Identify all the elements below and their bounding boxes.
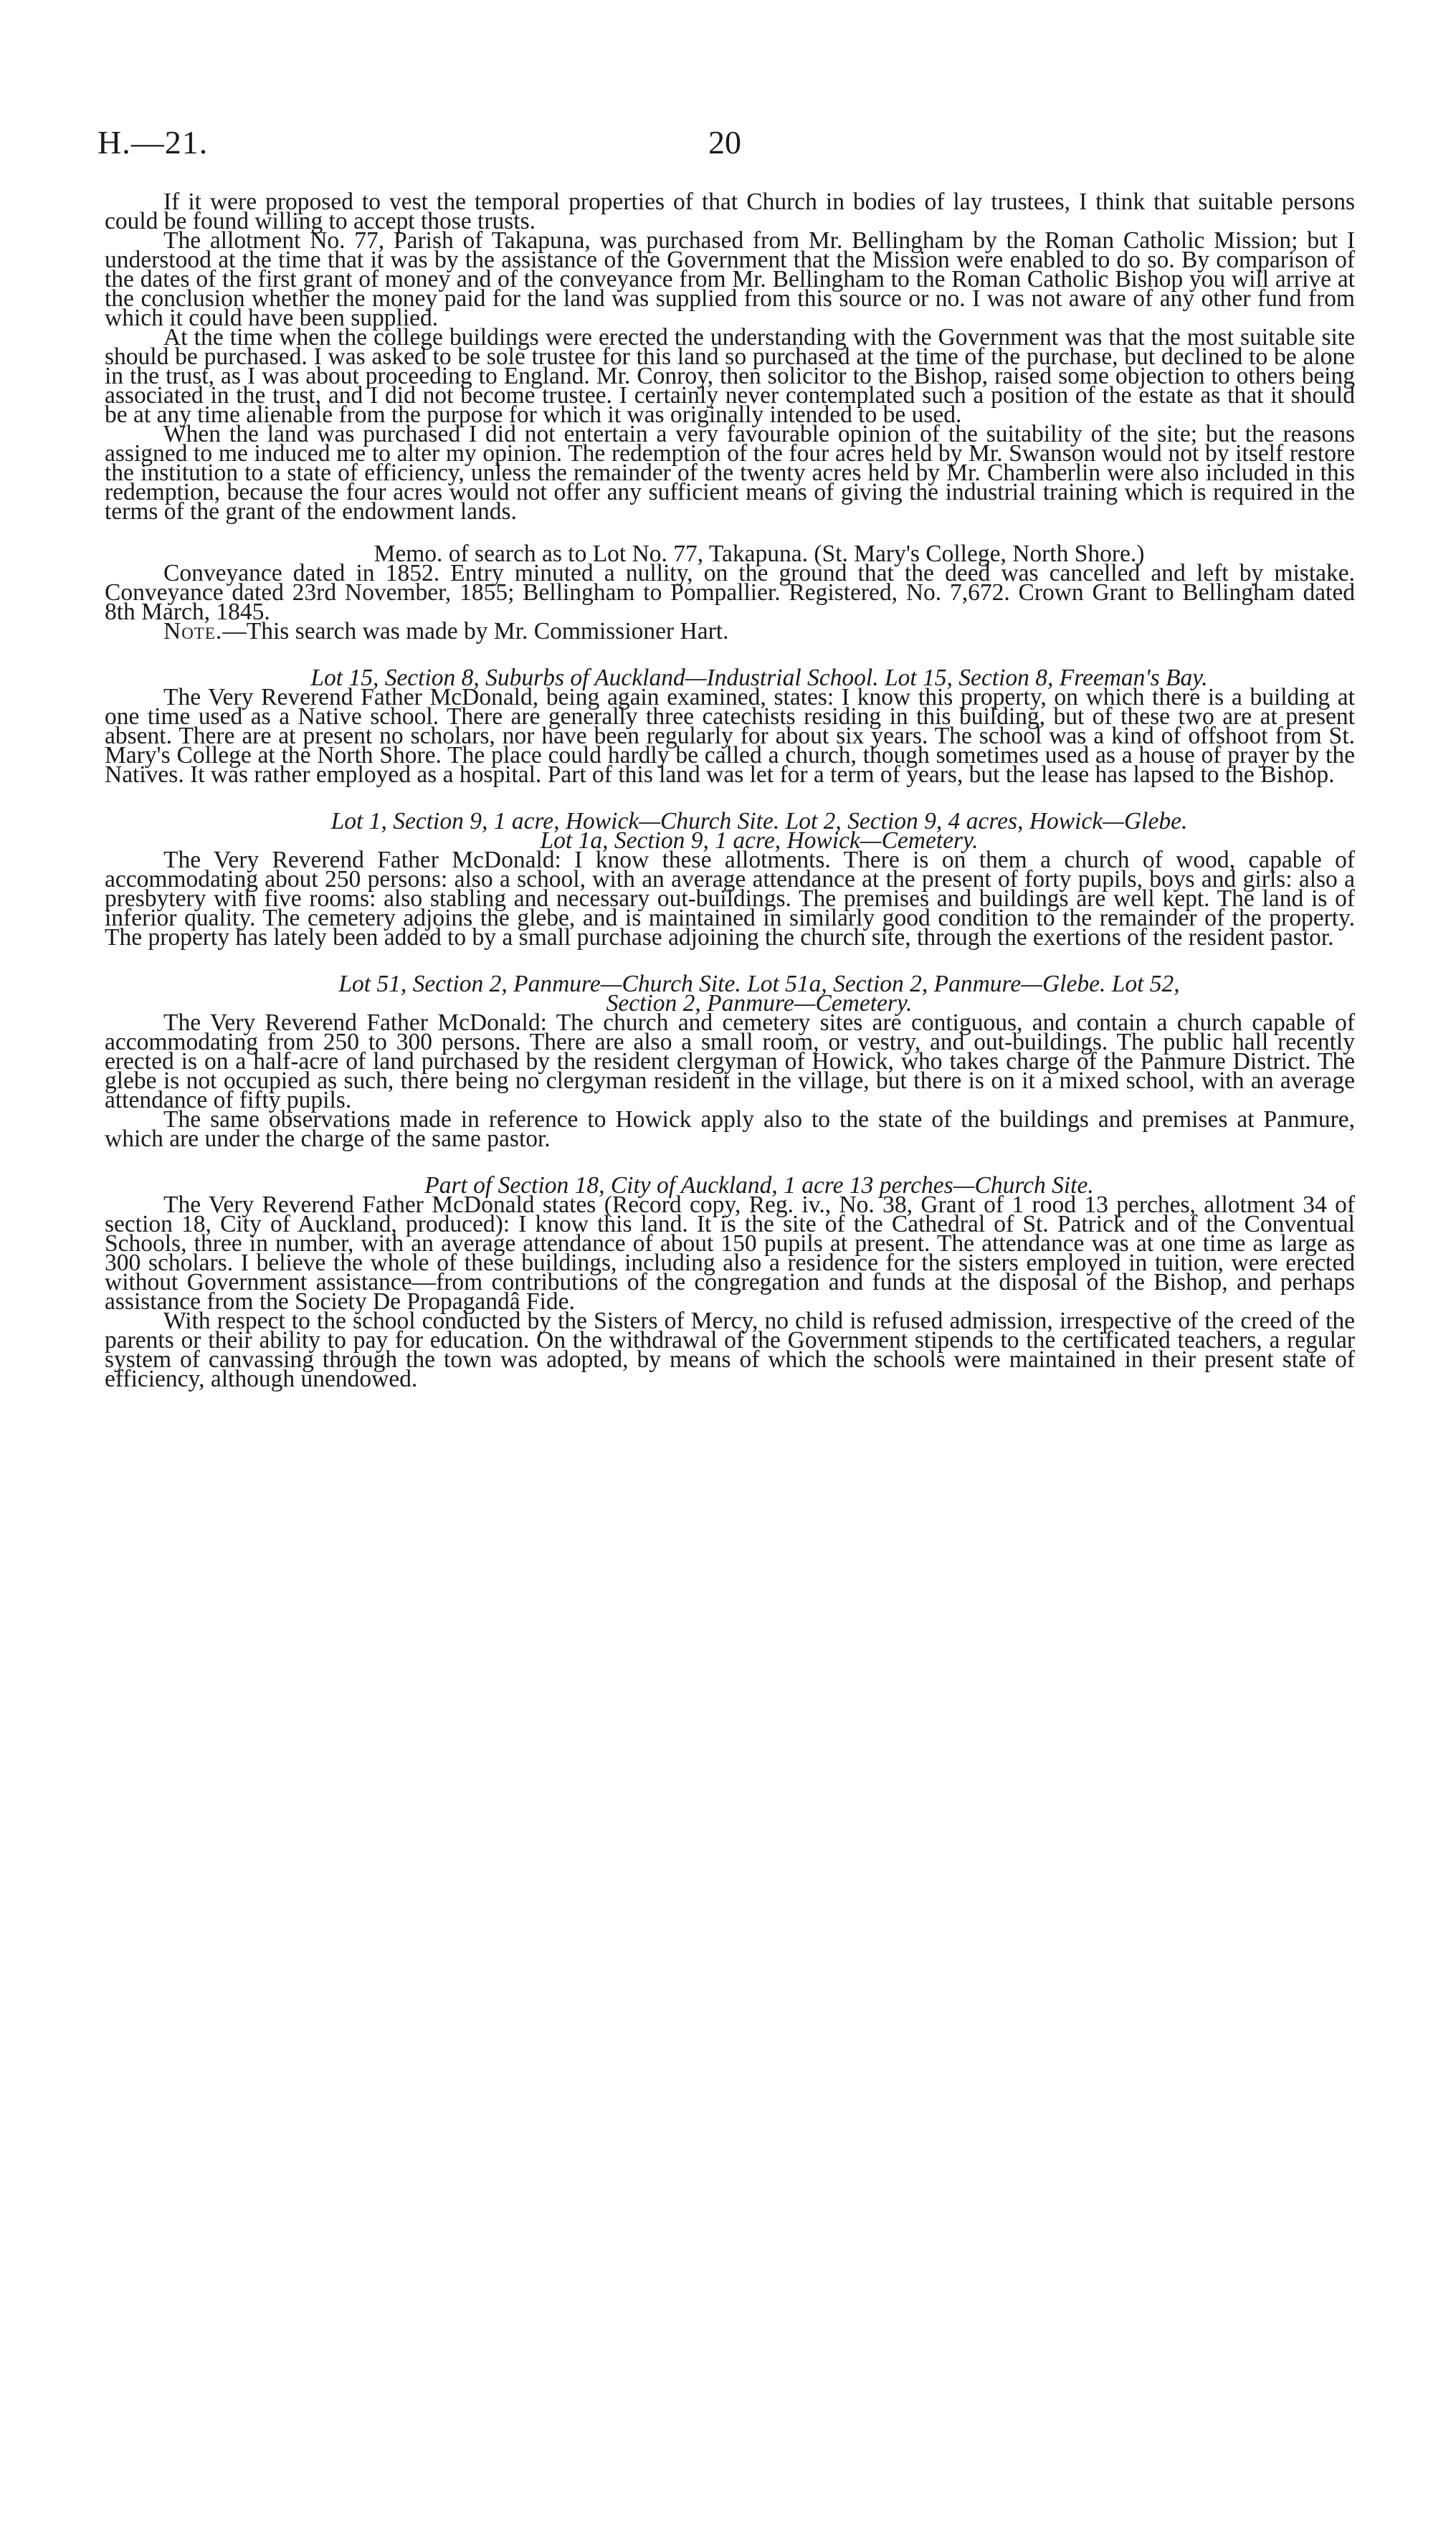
paragraph: The Very Reverend Father McDonald, being again examined, states: I know this property, on which there is a building at one time used as a Native school. There are generally three catechists residing in this building, but of these two are at present absent. There are at present no scholars, nor have been regularly for about six years. The school was a kind of offshoot from St. Mary's College at the North Shore. The place could hardly be called a church, though sometimes used as a house of prayer by the Natives. It was rather employed as a hospital. Part of this land was let for a term of years, but the lease has lapsed to the Bishop. (105, 684, 1355, 788)
section-heading: Lot 51, Section 2, Panmure—Church Site. Lot 51a, Section 2, Panmure—Glebe. Lot 52, (338, 971, 1180, 997)
page-number: 20 (708, 124, 741, 161)
page-header (97, 123, 1359, 166)
section-heading: Lot 1, Section 9, 1 acre, Howick—Church Site. Lot 2, Section 9, 4 acres, Howick—Glebe. (330, 808, 1188, 834)
paragraph: Conveyance dated in 1852. Entry minuted a nullity, on the ground that the deed was cancelled and left by mistake. Conveyance dated 23rd November, 1855; Bellingham to Pompallier. Registered, No. 7,672. Crown Grant to Bellingham dated 8th March, 1845. (105, 560, 1355, 625)
paragraph: The allotment No. 77, Parish of Takapuna, was purchased from Mr. Bellingham by the Roman Catholic Mission; but I understood at the time that it was by the assistance of the Government that the Mission were enabled to do so. By comparison of the dates of the first grant of money and of the conveyance from Mr. Bellingham to the Roman Catholic Bishop you will arrive at the conclusion whether the money paid for the land was supplied from this source or no. I was not aware of any other fund from which it could have been supplied. (105, 227, 1355, 331)
section-heading: Lot 15, Section 8, Suburbs of Auckland—Industrial School. Lot 15, Section 8, Freeman's Bay. (310, 665, 1208, 691)
document-id: H.—21. (97, 124, 209, 161)
paragraph: The Very Reverend Father McDonald states (Record copy, Reg. iv., No. 38, Grant of 1 rood 13 perches, allotment 34 of section 18, City of Auckland, produced): I know this land. It is the site of the Cathedral of St. Patrick and of the Conventual Schools, three in number, with an average attendance of about 150 pupils at present. The attendance was at one time as large as 300 scholars. I believe the whole of these buildings, including also a residence for the sisters employed in tuition, were erected without Government assistance—from contributions of the congregation and funds at the disposal of the Bishop, and perhaps assistance from the Society De Propagandâ Fide. (105, 1191, 1355, 1315)
note-paragraph (105, 618, 1355, 644)
section-heading: Part of Section 18, City of Auckland, 1 acre 13 perches—Church Site. (424, 1172, 1094, 1199)
memo-heading: Memo. of search as to Lot No. 77, Takapuna. (St. Mary's College, North Shore.) (373, 541, 1145, 567)
section-heading: Lot 1a, Section 9, 1 acre, Howick—Cemetery. (540, 827, 979, 854)
body-text (105, 189, 1355, 1392)
paragraph: If it were proposed to vest the temporal properties of that Church in bodies of lay trustees, I think that suitable persons could be found willing to accept those trusts. (105, 189, 1355, 234)
section-heading: Section 2, Panmure—Cemetery. (606, 990, 913, 1017)
paragraph: When the land was purchased I did not entertain a very favourable opinion of the suitability of the site; but the reasons assigned to me induced me to alter my opinion. The redemption of the four acres held by Mr. Swanson would not by itself restore the institution to a state of efficiency, unless the remainder of the twenty acres held by Mr. Chamberlin were also included in this redemption, because the four acres would not offer any sufficient means of giving the industrial training which is required in the terms of the grant of the endowment lands. (105, 421, 1355, 525)
paragraph: At the time when the college buildings were erected the understanding with the Government was that the most suitable site should be purchased. I was asked to be sole trustee for this land so purchased at the time of the purchase, but declined to be alone in the trust, as I was about proceeding to England. Mr. Conroy, then solicitor to the Bishop, raised some objection to others being associated in the trust, and I did not become trustee. I certainly never contemplated such a position of the estate as that it should be at any time alienable from the purpose for which it was originally intended to be used. (105, 324, 1355, 428)
note-text: —This search was made by Mr. Commissioner Hart. (222, 618, 729, 644)
paragraph: The Very Reverend Father McDonald: I know these allotments. There is on them a church of wood, capable of accommodating about 250 persons: also a school, with an average attendance at the present of forty pupils, boys and girls: also a presbytery with five rooms: also stabling and necessary out-buildings. The premises and buildings are well kept. The land is of inferior quality. The cemetery adjoins the glebe, and is maintained in similarly good condition to the remainder of the property. The property has lately been added to by a small purchase adjoining the church site, through the exertions of the resident pastor. (105, 847, 1355, 951)
note-label: Note. (163, 618, 223, 644)
paragraph: The Very Reverend Father McDonald: The church and cemetery sites are contiguous, and contain a church capable of accommodating from 250 to 300 persons. There are also a small room, or vestry, and out-buildings. The public hall recently erected is on a half-acre of land purchased by the resident clergyman of Howick, who takes charge of the Panmure District. The glebe is not occupied as such, there being no clergyman resident in the village, but there is on it a mixed school, with an average attendance of fifty pupils. (105, 1009, 1355, 1113)
paragraph: With respect to the school conducted by the Sisters of Mercy, no child is refused admission, irrespective of the creed of the parents or their ability to pay for education. On the withdrawal of the Government stipends to the certificated teachers, a regular system of canvassing through the town was adopted, by means of which the schools were maintained in their present state of efficiency, although unendowed. (105, 1308, 1355, 1392)
paragraph: The same observations made in reference to Howick apply also to the state of the buildings and premises at Panmure, which are under the charge of the same pastor. (105, 1106, 1355, 1152)
